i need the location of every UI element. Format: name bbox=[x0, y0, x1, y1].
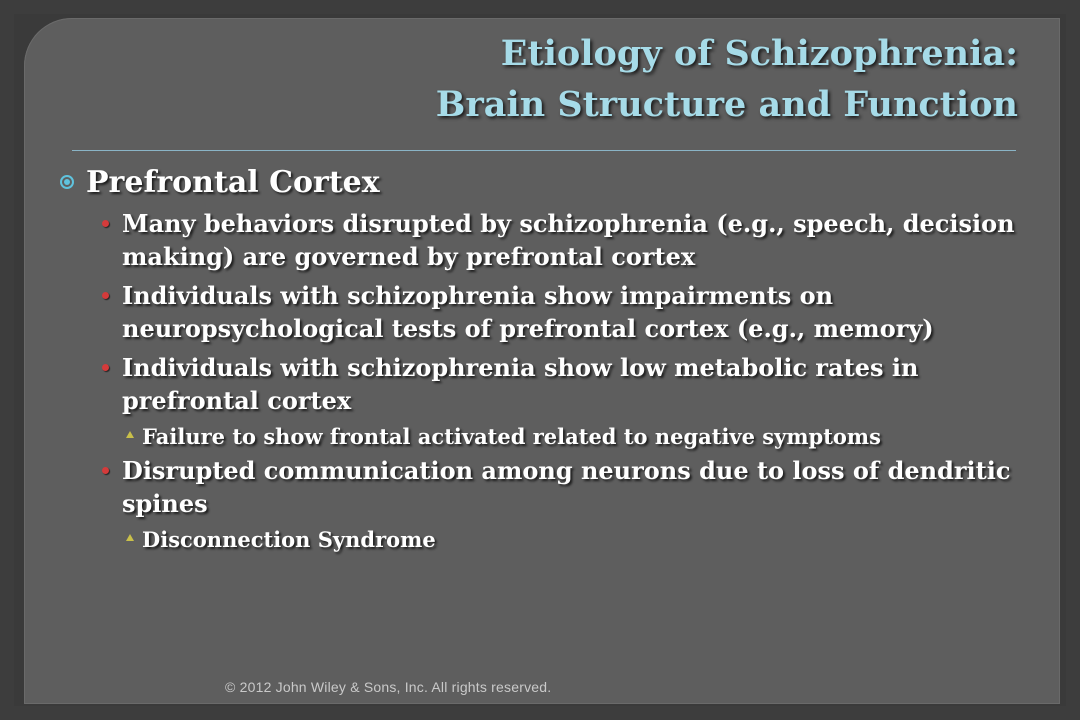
bullet-item-2 bbox=[60, 279, 1040, 345]
sub-bullet-text: Disconnection Syndrome bbox=[142, 527, 436, 552]
slide-title bbox=[258, 28, 1018, 130]
bullet-text: Disrupted communication among neurons due to loss of dendritic spines bbox=[122, 456, 1011, 518]
section-heading bbox=[60, 163, 1040, 203]
circle-bullet-icon bbox=[60, 175, 74, 189]
bullet-item-1 bbox=[60, 207, 1040, 273]
bullet-item-4 bbox=[60, 454, 1040, 520]
bullet-text: Individuals with schizophrenia show impairments on neuropsychological tests of prefrontal cortex (e.g., memory) bbox=[122, 281, 934, 343]
sub-bullet-item-2 bbox=[60, 526, 1040, 553]
triangle-bullet-icon bbox=[126, 534, 134, 541]
bullet-list bbox=[60, 207, 1040, 553]
slide-content bbox=[60, 163, 1040, 557]
bullet-item-3 bbox=[60, 351, 1040, 417]
copyright-footer: © 2012 John Wiley & Sons, Inc. All rights reserved. bbox=[225, 679, 552, 695]
heading-text: Prefrontal Cortex bbox=[86, 165, 380, 200]
title-line-1: Etiology of Schizophrenia: bbox=[500, 33, 1018, 74]
dot-bullet-icon bbox=[102, 467, 109, 474]
bullet-text: Individuals with schizophrenia show low metabolic rates in prefrontal cortex bbox=[122, 353, 919, 415]
title-divider bbox=[72, 150, 1016, 151]
bullet-text: Many behaviors disrupted by schizophrenia (e.g., speech, decision making) are governed by prefrontal cortex bbox=[122, 209, 1015, 271]
sub-bullet-item-1 bbox=[60, 423, 1040, 450]
title-line-2: Brain Structure and Function bbox=[435, 84, 1018, 125]
sub-bullet-text: Failure to show frontal activated related to negative symptoms bbox=[142, 424, 881, 449]
dot-bullet-icon bbox=[102, 220, 109, 227]
triangle-bullet-icon bbox=[126, 431, 134, 438]
dot-bullet-icon bbox=[102, 292, 109, 299]
dot-bullet-icon bbox=[102, 364, 109, 371]
